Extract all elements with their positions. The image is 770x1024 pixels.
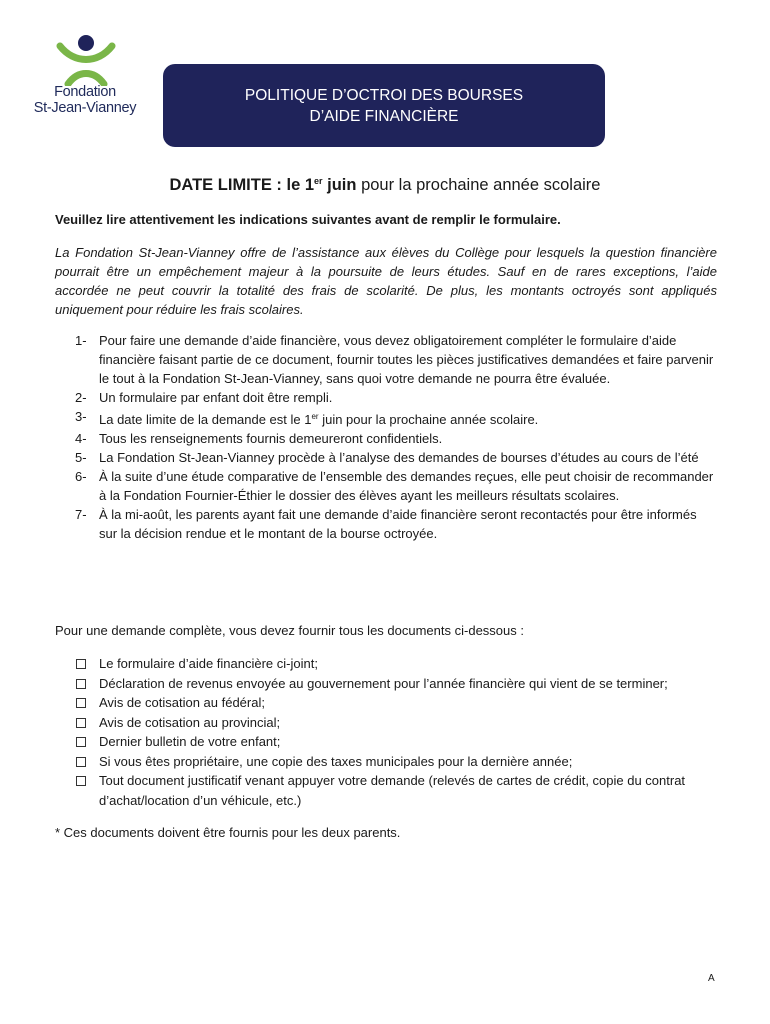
logo-name-line2: St-Jean-Vianney: [33, 100, 137, 116]
deadline-label: DATE LIMITE : le 1: [169, 176, 315, 194]
step-text: À la mi-août, les parents ayant fait une demande d’aide financière seront recontactés pour être informés sur la décision rendue et le montant de la bourse octroyée.: [99, 507, 697, 541]
checkbox-icon: [76, 718, 86, 728]
documents-checklist: [55, 654, 717, 810]
list-item: [55, 467, 715, 505]
documents-intro: Pour une demande complète, vous devez fournir tous les documents ci-dessous :: [55, 623, 524, 638]
list-item: [55, 505, 715, 543]
document-text: Déclaration de revenus envoyée au gouvernement pour l’année financière qui vient de se terminer;: [99, 675, 668, 691]
list-item: [55, 654, 717, 674]
warning-text: Veuillez lire attentivement les indications suivantes avant de remplir le formulaire.: [55, 212, 561, 227]
deadline-day: juin: [322, 176, 357, 194]
step-text: Tous les renseignements fournis demeureront confidentiels.: [99, 431, 443, 446]
steps-list: [55, 331, 715, 543]
list-item: [55, 752, 717, 772]
intro-paragraph: [55, 243, 717, 319]
step-number: 6-: [75, 469, 87, 484]
list-item: [55, 331, 715, 388]
deadline-heading: [0, 176, 770, 195]
checkbox-icon: [76, 757, 86, 767]
step-text: La date limite de la demande est le 1: [99, 412, 312, 427]
list-item: [55, 674, 717, 694]
list-item: [55, 713, 717, 733]
footnote: * Ces documents doivent être fournis pour les deux parents.: [55, 825, 401, 840]
intro-line: pourrait être un empêchement majeur à la poursuite de leurs études. Sauf en de rares exceptions, l’aide: [55, 264, 717, 279]
step-number: 3-: [75, 409, 87, 424]
list-item: [55, 771, 717, 810]
intro-line: accordée ne peut couvrir la totalité des frais de scolarité. De plus, les montants octroyés sont appliqués: [55, 283, 717, 298]
document-text: Tout document justificatif venant appuyer votre demande (relevés de cartes de crédit, copie du contrat d’achat/location d’un véhicule, etc.): [99, 773, 686, 808]
step-text: À la suite d’une étude comparative de l’ensemble des demandes reçues, elle peut choisir de recommander à la Fondation Fournier-Éthier le dossier des élèves ayant les meilleurs résultats scolaires.: [99, 469, 714, 503]
list-item: [55, 429, 715, 448]
step-text: juin pour la prochaine année scolaire.: [318, 412, 539, 427]
deadline-sup: er: [314, 176, 323, 186]
document-text: Avis de cotisation au fédéral;: [99, 695, 265, 710]
step-text: Pour faire une demande d’aide financière, vous devez obligatoirement compléter le formulaire d’aide financière faisant partie de ce document, fournir toutes les pièces justificatives demandées et faire parvenir le tout à la Fondation St-Jean-Vianney, sans quoi votre demande ne pourra être évaluée.: [99, 333, 714, 386]
page-mark: A: [708, 973, 715, 984]
logo-name-line1: Fondation: [54, 84, 116, 100]
checkbox-icon: [76, 776, 86, 786]
list-item: [55, 388, 715, 407]
title-line2: D’AIDE FINANCIÈRE: [309, 107, 459, 125]
intro-line: uniquement pour réduire les frais scolaires.: [55, 302, 304, 317]
deadline-rest: pour la prochaine année scolaire: [356, 176, 601, 194]
checkbox-icon: [76, 659, 86, 669]
step-number: 7-: [75, 507, 87, 522]
logo-figure-icon: [54, 34, 116, 86]
step-number: 2-: [75, 390, 87, 405]
checkbox-icon: [76, 679, 86, 689]
foundation-logo: [30, 34, 140, 124]
list-item: [55, 732, 717, 752]
title-line1: POLITIQUE D’OCTROI DES BOURSES: [244, 86, 524, 104]
document-text: Dernier bulletin de votre enfant;: [99, 734, 281, 749]
document-text: Le formulaire d’aide financière ci-joint;: [99, 656, 318, 671]
list-item: [55, 693, 717, 713]
intro-line: La Fondation St-Jean-Vianney offre de l’assistance aux élèves du Collège pour lesquels la question financière: [55, 245, 717, 260]
step-text: Un formulaire par enfant doit être rempli.: [99, 390, 333, 405]
step-text: La Fondation St-Jean-Vianney procède à l’analyse des demandes de bourses d’études au cours de l’été: [99, 450, 699, 465]
document-title-box: [163, 64, 605, 147]
document-text: Si vous êtes propriétaire, une copie des taxes municipales pour la dernière année;: [99, 753, 573, 769]
step-number: 5-: [75, 450, 87, 465]
step-number: 1-: [75, 333, 87, 348]
checkbox-icon: [76, 698, 86, 708]
list-item: [55, 448, 715, 467]
list-item: [55, 407, 715, 429]
step-sup: er: [311, 412, 319, 421]
checkbox-icon: [76, 737, 86, 747]
document-text: Avis de cotisation au provincial;: [99, 714, 281, 730]
step-number: 4-: [75, 431, 87, 446]
